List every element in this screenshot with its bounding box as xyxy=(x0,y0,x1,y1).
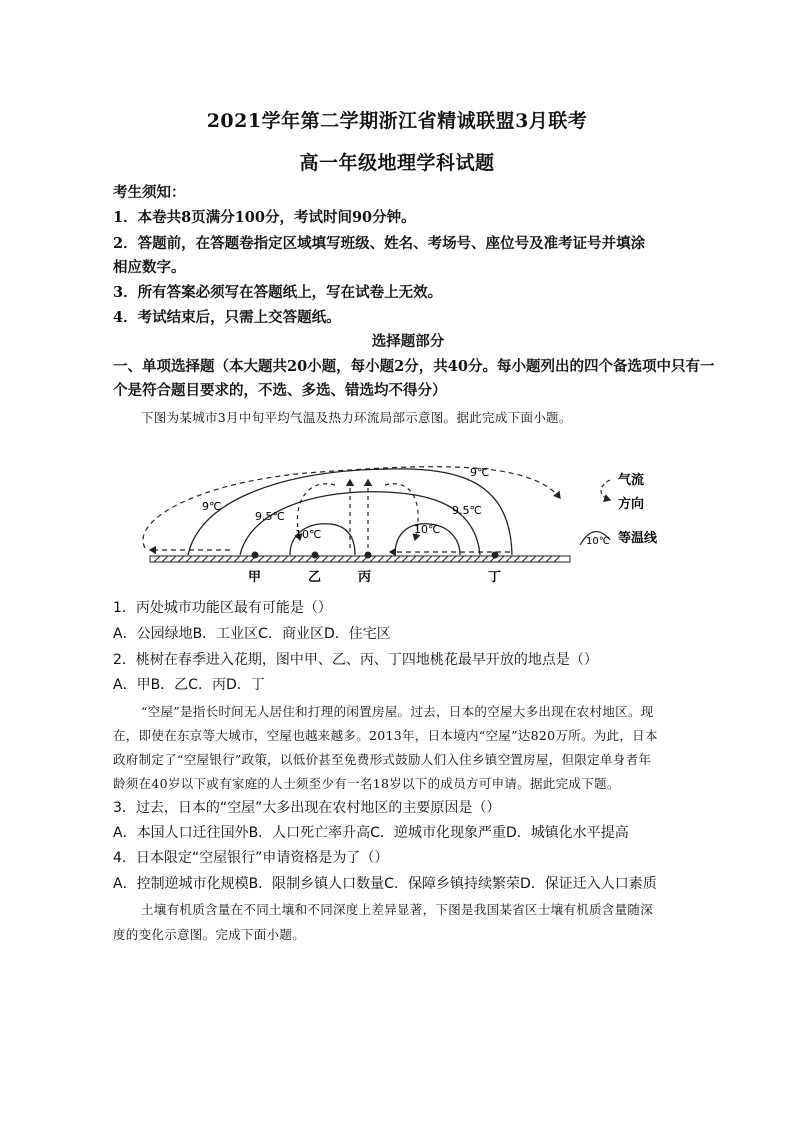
question-2-stem: 2．桃树在春季进入花期，图中甲、乙、丙、丁四地桃花最早开放的地点是（） xyxy=(113,652,598,668)
notice-heading: 考生须知： xyxy=(113,184,186,201)
notice-item-1: 1．本卷共8页满分100分，考试时间90分钟。 xyxy=(113,209,416,226)
passage3-line-1: 土壤有机质含量在不同土壤和不同深度上差异显著，下图是我国某省区士壤有机质含量随深 xyxy=(141,902,654,917)
location-label-yi: 乙 xyxy=(308,570,322,585)
exam-title: 2021学年第二学期浙江省精诚联盟3月联考 xyxy=(206,110,588,132)
location-point-yi xyxy=(312,552,319,559)
question-3-stem: 3．过去，日本的“空屋”大多出现在农村地区的主要原因是（） xyxy=(113,800,501,816)
section-instruction-2: 个是符合题目要求的，不选、多选、错选均不得分） xyxy=(113,382,447,399)
legend-airflow-label-2: 方向 xyxy=(618,497,645,512)
location-label-ding: 丁 xyxy=(488,570,502,585)
isotherm-label-9-right: 9℃ xyxy=(470,466,490,479)
passage2-line-3: 政府制定了“空屋银行”政策，以低价甚至免费形式鼓励人们入住乡镇空置房屋，但限定单身者年 xyxy=(113,752,652,767)
isotherm-label-10-right: 10℃ xyxy=(414,523,441,536)
legend-isotherm-value: 10℃ xyxy=(586,536,610,547)
isotherm-label-9-5-right: 9.5℃ xyxy=(452,504,482,517)
passage3-line-2: 度的变化示意图。完成下面小题。 xyxy=(113,927,306,942)
passage2-line-1: “空屋”是指长时间无人居住和打理的闲置房屋。过去，日本的空屋大多出现在农村地区。现 xyxy=(141,704,654,719)
question-3-options: A．本国人口迁往国外B．人口死亡率升高C．逆城市化现象严重D．城镇化水平提高 xyxy=(113,825,629,841)
figure1-intro: 下图为某城市3月中旬平均气温及热力环流局部示意图。据此完成下面小题。 xyxy=(141,410,572,425)
legend-airflow-arrow xyxy=(601,480,610,500)
legend-isotherm-label: 等温线 xyxy=(618,531,658,546)
section-instruction-1: 一、单项选择题（本大题共20小题，每小题2分，共40分。每小题列出的四个备选项中只有一 xyxy=(113,358,715,375)
location-point-ding xyxy=(492,552,499,559)
legend-airflow-label-1: 气流 xyxy=(618,473,645,488)
notice-item-2: 2．答题前，在答题卷指定区域填写班级、姓名、考场号、座位号及准考证号并填涂 xyxy=(113,235,646,252)
isotherm-9-5 xyxy=(240,492,480,555)
isotherm-label-9-5-left: 9.5℃ xyxy=(255,510,285,523)
location-point-bing xyxy=(365,552,372,559)
question-4-options: A．控制逆城市化规模B．限制乡镇人口数量C．保障乡镇持续繁荣D．保证迁入人口素质 xyxy=(113,876,657,892)
exam-subtitle: 高一年级地理学科试题 xyxy=(299,152,495,174)
notice-item-2-cont: 相应数字。 xyxy=(113,259,186,276)
question-2-options: A．甲B．乙C．丙D．丁 xyxy=(113,677,265,693)
ground-hatch xyxy=(154,556,560,562)
question-1-options: A．公园绿地B．工业区C．商业区D．住宅区 xyxy=(113,626,391,642)
passage2-line-4: 龄须在40岁以下或有家庭的人士须至少有一名18岁以下的成员方可申请。据此完成下题。 xyxy=(113,776,620,791)
question-1-stem: 1．丙处城市功能区最有可能是（） xyxy=(113,600,332,616)
isotherm-label-9-left: 9℃ xyxy=(202,500,222,513)
location-point-jia xyxy=(252,552,259,559)
section-title: 选择题部分 xyxy=(371,333,445,350)
location-label-jia: 甲 xyxy=(248,570,262,585)
isotherm-label-10-left: 10℃ xyxy=(295,528,322,541)
location-label-bing: 丙 xyxy=(358,570,372,585)
notice-item-4: 4．考试结束后，只需上交答题纸。 xyxy=(113,309,341,326)
passage2-line-2: 在，即使在东京等大城市，空屋也越来越多。2013年，日本境内“空屋”达820万所。为此，日本 xyxy=(113,728,658,743)
question-4-stem: 4．日本限定“空屋银行”申请资格是为了（） xyxy=(113,850,389,866)
notice-item-3: 3．所有答案必须写在答题纸上，写在试卷上无效。 xyxy=(113,284,443,301)
heat-circulation-diagram xyxy=(140,440,680,590)
